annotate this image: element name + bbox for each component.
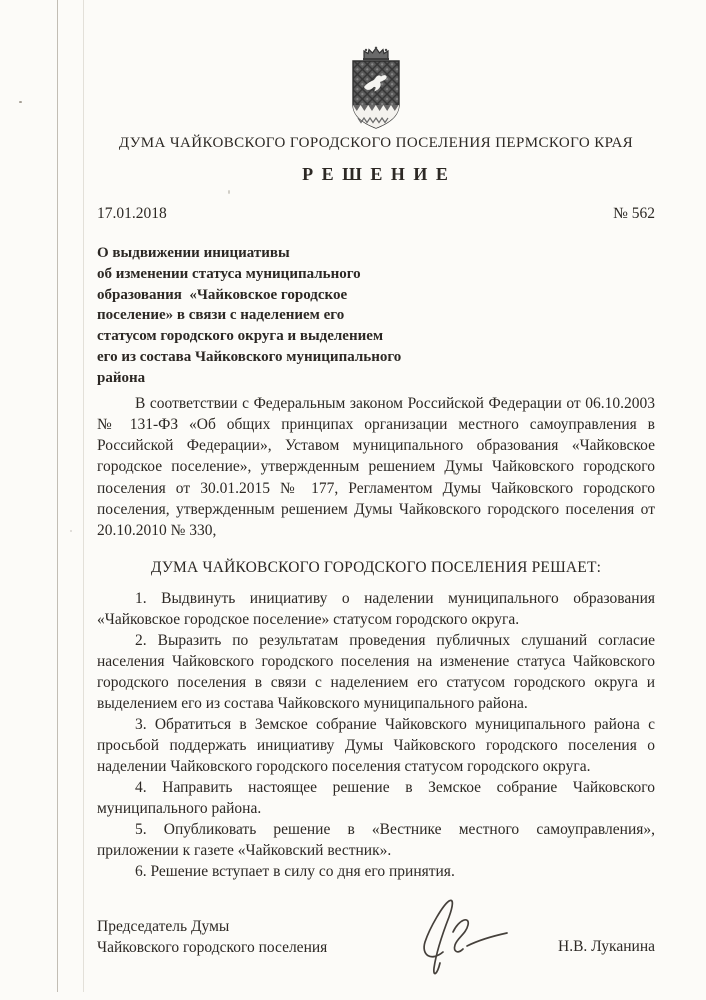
handwritten-signature-icon	[407, 892, 517, 988]
subject-line: поселение» в связи с наделением его	[97, 307, 345, 324]
subject-line: его из состава Чайковского муниципального	[97, 348, 402, 365]
org-name-header: ДУМА ЧАЙКОВСКОГО ГОРОДСКОГО ПОСЕЛЕНИЯ ПЕРМСКОГО КРАЯ	[118, 135, 634, 151]
scan-edge-line	[83, 0, 84, 992]
signatory-position-line: Председатель Думы	[97, 917, 230, 935]
coat-of-arms-icon	[344, 46, 408, 130]
signatory-name: Н.В. Луканина	[558, 937, 655, 955]
resolution-item-1: 1. Выдвинуть инициативу о наделении муниципального образования «Чайковское городское поселение» статусом городского округа.	[97, 589, 655, 628]
resolution-item-3: 3. Обратиться в Земское собрание Чайковского муниципального района с просьбой поддержать инициативу Думы Чайковского городского поселения о наделении Чайковского городского поселения статусом городского округа.	[97, 715, 655, 775]
signatory-position	[97, 916, 327, 958]
subject-block	[97, 243, 655, 389]
document-meta-row	[97, 203, 655, 224]
resolution-items	[97, 588, 655, 882]
subject-line: района	[97, 369, 146, 386]
scan-speck	[70, 530, 72, 532]
document-number: № 562	[613, 205, 655, 222]
signatory-position-line: Чайковского городского поселения	[97, 938, 328, 956]
resolution-item-5: 5. Опубликовать решение в «Вестнике местного самоуправления», приложении к газете «Чайковский вестник».	[97, 820, 655, 859]
scan-edge-line	[57, 0, 58, 992]
resolution-item-4: 4. Направить настоящее решение в Земское собрание Чайковского муниципального района.	[97, 778, 655, 817]
document-type-title: Р Е Ш Е Н И Е	[302, 164, 450, 184]
crown-icon	[363, 47, 389, 61]
signature-block	[97, 916, 655, 958]
subject-line: об изменении статуса муниципального	[97, 265, 361, 282]
preamble-paragraph: В соответствии с Федеральным законом Российской Федерации от 06.10.2003 № 131-ФЗ «Об общих принципах организации местного самоуправления в Российской Федерации», Уставом муниципального образования «Чайковское городское поселение», утвержденным решением Думы Чайковского городского поселения от 30.01.2015 № 177, Регламентом Думы Чайковского городского поселения, утвержденным решением Думы Чайковского городского поселения от 20.10.2010 № 330,	[97, 394, 655, 540]
document-date: 17.01.2018	[97, 205, 167, 222]
document-content	[97, 0, 655, 958]
subject-line: образования «Чайковское городское	[97, 286, 348, 303]
scan-speck	[19, 101, 22, 103]
subject-line: О выдвижении инициативы	[97, 245, 290, 261]
resolution-heading: ДУМА ЧАЙКОВСКОГО ГОРОДСКОГО ПОСЕЛЕНИЯ РЕШАЕТ:	[150, 558, 602, 576]
subject-line: статусом городского округа и выделением	[97, 328, 384, 345]
resolution-item-6: 6. Решение вступает в силу со дня его принятия.	[135, 862, 455, 880]
resolution-item-2: 2. Выразить по результатам проведения публичных слушаний согласие населения Чайковского городского поселения на изменение статуса Чайковского городского поселения в связи с наделением его статусом городского округа и выделением его из состава Чайковского муниципального района.	[97, 631, 655, 712]
